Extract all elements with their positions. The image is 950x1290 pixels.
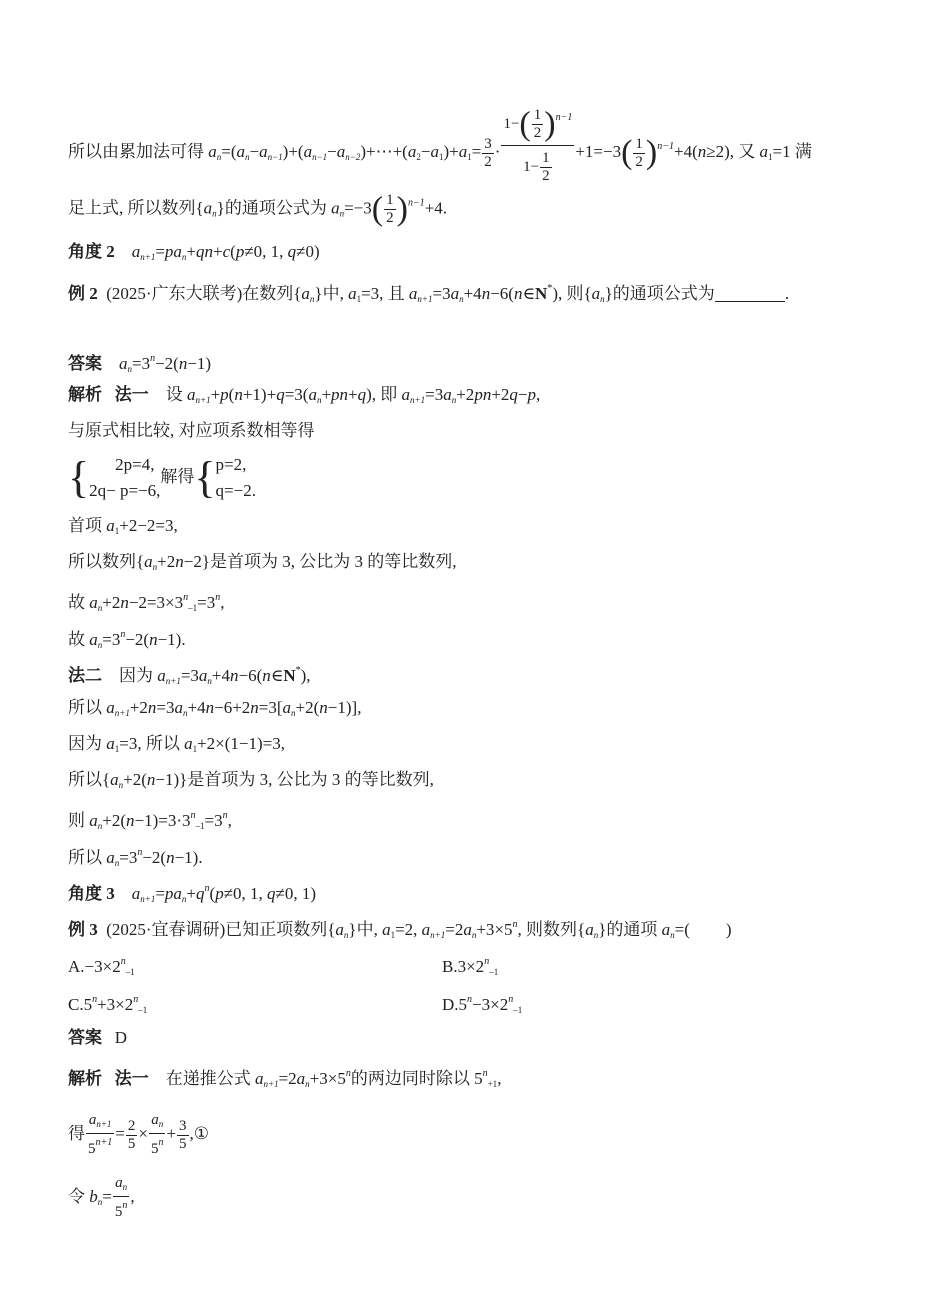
option-c[interactable]: $C.5^n+3\times 2^n_{-1}$	[68, 994, 148, 1015]
example-3: 例 3 (2025·宜春调研)已知正项数列$\{a_n\}$中, $a_1=2$, $a_{n+1}=2a_n+3\times 5^n$, 则数列$\{a_n\}$的通项 $a_n=$( )	[68, 919, 732, 940]
fraction-3-2: $\frac{3}{2}$	[484, 135, 492, 170]
solution-2-line-3: 首项 $a_1+2-2=3$,	[68, 516, 178, 536]
solution-2-line-1: 解析 法一 设 $a_{n+1}+p(n+1)+q=3(a_n+pn+q)$, 即 $a_{n+1}=3a_n+2pn+2q-p$,	[68, 385, 541, 405]
text-line-2: 足上式, 所以数列$\{a_n\}$的通项公式为 $a_n=-3$( $\frac{1}{2}$ )$^{n-1}$+4.	[68, 190, 448, 228]
solution-2-line-6: 故 $a_n=3^n-2(n-1)$.	[68, 629, 186, 650]
solution-3-line-3: 令 $b_n=$ $\frac{a_n}{5^n}$ ,	[68, 1175, 135, 1220]
solution-2-line-10: 所以$\{a_n+2(n-1)\}$是首项为 3, 公比为 3 的等比数列,	[68, 770, 434, 790]
fraction-geometric-sum: 1−( $\frac{1}{2}$ )$^{n-1}$ 1− $\frac{1}{2}$	[503, 105, 573, 184]
example-2: 例 2 (2025·广东大联考)在数列$\{a_n\}$中, $a_1=3$, 且 $a_{n+1}=3a_n+4n-6(n\in N^*)$, 则$\{a_n\}$的通项公式为 .	[68, 283, 790, 304]
solution-2-line-8: 所以 $a_{n+1}+2n=3a_n+4n-6+2n=3[a_n+2(n-1)]$,	[68, 698, 362, 718]
solution-2-line-9: 因为 $a_1=3$, 所以 $a_1+2\times(1-1)=3$,	[68, 734, 286, 754]
option-d[interactable]: $D.5^n-3\times 2^n_{-1}$	[442, 994, 523, 1015]
fraction-1-2: $\frac{1}{2}$	[635, 135, 643, 170]
angle-2-heading: 角度 2 $a_{n+1}=pa_n+qn+c(p\ne 0$, 1, q≠0)	[68, 242, 320, 262]
solution-3-line-1: 解析 法一 在递推公式 $a_{n+1}=2a_n+3\times 5^n$的两边同时除以 $5^n_{+1}$,	[68, 1068, 502, 1089]
answer-2: 答案 $a_n=3^n-2(n-1)$	[68, 353, 212, 374]
angle-3-heading: 角度 3 $a_{n+1}=pa_n+q^n(p\ne 0$, 1, q≠0, 1)	[68, 883, 317, 904]
solution-2-line-4: 所以数列$\{a_n+2n-2\}$是首项为 3, 公比为 3 的等比数列,	[68, 552, 457, 572]
answer-3: 答案 D	[68, 1028, 128, 1047]
option-b[interactable]: $B.3\times 2^n_{-1}$	[442, 956, 499, 977]
option-a[interactable]: $A.-3\times 2^n_{-1}$	[68, 956, 135, 977]
solution-2-method-2: 法二 因为 $a_{n+1}=3a_n+4n-6(n\in N^*)$,	[68, 665, 311, 686]
answer-blank	[715, 285, 785, 302]
equation-system: { 2p=4, 2q− p=−6,解得{p=2, q=−2.	[68, 453, 256, 502]
solution-2-line-12: 所以 $a_n=3^n-2(n-1)$.	[68, 847, 203, 868]
solution-2-line-5: 故 $a_n+2n-2=3\times 3^n_{-1}=3^n$,	[68, 592, 225, 613]
text-line-1: 所以由累加法可得 $a_n=(a_n-a_{n-1})+(a_{n-1}-a_{n-2})+\cdots+(a_2-a_1)+a_1=$ $\frac{3}{2}$ · 1−( $\frac{1}{2}$ )$^{n-1}$ 1− $\frac{1}{2}$ +1=−3( $\frac{1}{2}$ )$^{n-1}$+4(n≥2), 又 $a_1=1$ 满	[68, 105, 812, 184]
solution-2-line-11: 则 $a_n+2(n-1)=3\cdot 3^n_{-1}=3^n$,	[68, 810, 232, 831]
solution-2-line-2: 与原式相比较, 对应项系数相等得	[68, 421, 315, 440]
solution-3-line-2: 得 $\frac{a_{n+1}}{5^{n+1}}$ = $\frac{2}{5}$ × $\frac{a_n}{5^n}$ + $\frac{3}{5}$ ,①	[68, 1112, 210, 1157]
